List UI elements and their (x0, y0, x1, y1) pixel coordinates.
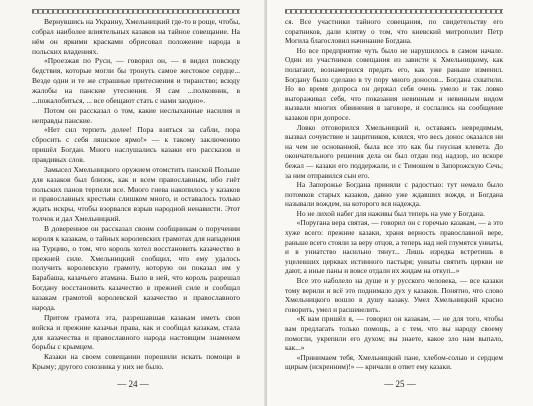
paragraph: «Проезжая по Руси, — говорил он, — я видел повсюду бедствия, которые могли бы тронуть самое жестокое сердце... Везде одни и те же страшные притеснения и тиранство; всюду жалобы на панские утеснения. Я сам ...полковник, в ...пожалобиться, ... все обещают стать с нами заодно». (32, 56, 240, 105)
page-number (267, 379, 533, 389)
paragraph: Ловко отговорился Хмельницкий и, оставаясь невредимым, вызвал сочувствие и защитников, клялся, что весь донос оказался ни на чем не основанной, была все это как бы гнусная клевета. До окончательного решения дела он был отдан под надзор, но вскоре бежал — казаки его поддержали, и с Тимошем в Запорожскую Сечь; за ним отправился сын его. (285, 122, 503, 180)
top-ornament-rule (32, 9, 240, 14)
paragraph: «Нет сил терпеть долее! Пора взяться за сабли, пора сбросить с себя ляшское ярмо!» — к такому заключению пришёл Богдан. Много наслушались казаки его рассказов и правдивых слов. (32, 125, 240, 165)
paragraph: ся. Все участники тайного совещания, по свидетельству его соратников, дали клятву о том, что киевский митрополит Петр Могила благословил начинание Богдана. (285, 17, 503, 46)
left-page-text (32, 17, 240, 372)
paragraph: Но не лихой набег для наживы был теперь на уме у Богдана. (296, 208, 485, 218)
paragraph: «Поругана вера святая, — говорил он с горечью казакам, — а это хуже всего: прежние казаки, храня верность православной вере, раньше всего стояли за веру отцов, а теперь над ней глумятся униаты, и в униатство насильно тянут... Лишь изредка встретишь в уцелевших церквах истинного пастыря; униаты святить церкви не дают, а иные паны и вовсе отдали их жидам на откуп...» (285, 218, 503, 276)
paragraph: Замысел Хмельницкого оружием отомстить панской Польше для казаков был близок, как и всем православным, ибо гнёт польских панов терпели все. Много гнева накопилось у казаков и православных крестьян слишком много, и оставалось только ждать искры, чтобы взорвался взрыв народной ненависти. Этот толчок и дал Хмельницкий. (32, 164, 240, 224)
paragraph: Казаки на своем совещании порешили искать помощи в Крыму; другого союзника у них не было. (32, 352, 240, 372)
paragraph: Потом он рассказал о том, какие неслыханные насилия и неправды панские. (32, 105, 240, 125)
right-page-text (285, 17, 503, 372)
paragraph: На Запорожье Богдана приняли с радостью: тут немало было потомков старых казаков, давно уже ждавших вождя, и Богдана называли вождем, на которого вся надежда. (285, 180, 503, 209)
paragraph: «Принимаем тебя, Хмельницкий пане, хлебом-солью и сердцем щирым (искренним)!» — кричали в ответ ему казаки. (285, 352, 503, 372)
paragraph: Притом грамота эта, разрешавшая казакам иметь свои войска и прежние казачьи права, как и сообщал казакам, стала для казачества и православного народа настоящим знаменем борьбы с крымцем. (32, 312, 240, 352)
page-number (0, 379, 266, 389)
left-page (0, 0, 266, 406)
paragraph: Все это наболело на душе и у русского человека, — все казаки тому верили и всё это поднимало дух у казаков. Понятно, что слово Хмельницкого вошло в душу казаку. Умел Хмельницкий красно говорить, умел и расшевелить. (285, 276, 503, 314)
top-ornament-rule (285, 9, 503, 14)
paragraph: Вернувшись на Украину, Хмельницкий где-то в роще, чтобы, собрал наиболее влиятельных казаков на тайное совещание. На нём он яркими красками обрисовал положение народа в польских владениях. (32, 17, 240, 56)
right-page (267, 0, 533, 406)
paragraph: В доверенное он рассказал своим сообщникам о поручении короля к казакам, о тайных королевских грамотах для нападения на Турцию, о том, что король хотел восстановить казачество в прежней силе. Хмельницкий сообщил, что ему удалось получить королевскую грамоту, которую он показал им у Барабаша, казачьего атамана. Было в ней, что король разрешал Богдану восстановить казачество в прежней силе и сообщал казакам грамотой королевской казачество и православного народа. (32, 224, 240, 312)
page-number-24: — 24 — (117, 379, 149, 389)
paragraph: «К вам пришёл я, — говорил он казакам, — не для того, чтобы вам предлагать только помощь, а с тем, что вы народу своему помогли, укрепили его духом; вы знаете, какое зло нам выпало, как...» (285, 314, 503, 353)
page-number-25: — 25 — (384, 379, 416, 389)
paragraph: Но все предприятие чуть было не нарушилось в самом начале. Один из участников совещания из зависти к Хмельницкому, как полагают, вознамерился предать его, как уже раньше изменил. Богдану было сделано в ту пору много доносов... Богдана схватили. Но во время допроса он держал себя очень умело и так ловко выгораживал себя, что показания невинным и невинным видом вызвали многих обвинения в заговоре, и сослались на сообщение казаков при допросе. (285, 45, 503, 122)
